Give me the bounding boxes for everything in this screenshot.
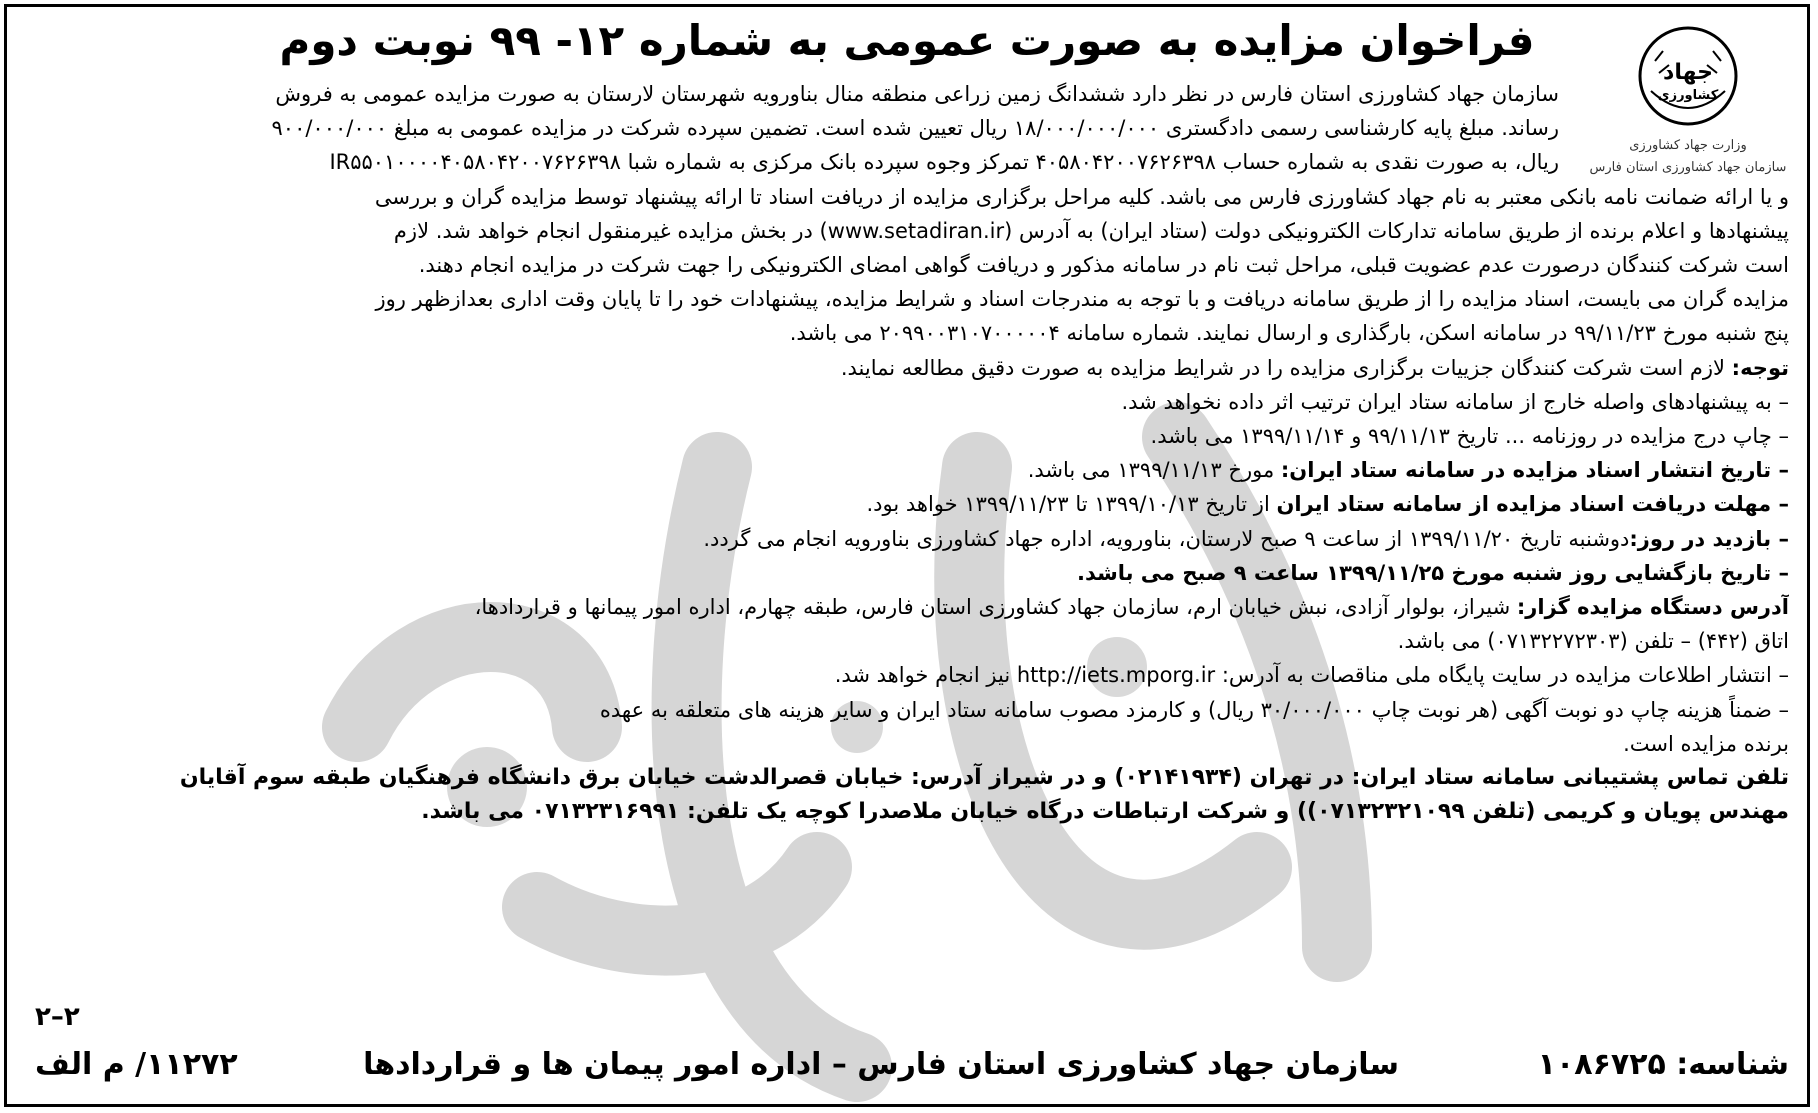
footer-code: ۱۱۲۷۲/ م الف xyxy=(35,1047,238,1082)
intro-line: رساند. مبلغ پایه کارشناسی رسمی دادگستری ۱۸/۰۰۰/۰۰۰/۰۰۰ ریال تعیین شده است. تضمین سپرده شرکت در مزایده عمومی به مبلغ ۹۰۰/۰۰۰/۰۰۰ xyxy=(271,116,1559,141)
list-item-label: – مهلت دریافت اسناد مزایده از سامانه ستاد ایران xyxy=(1276,492,1789,517)
paragraph-line: و یا ارائه ضمانت نامه بانکی معتبر به نام جهاد کشاورزی فارس می باشد. کلیه مراحل برگزاری مزایده از دریافت اسناد تا ارائه پیشنهاد توسط مزایده گران و بررسی xyxy=(374,184,1789,209)
list-item: – ضمناً هزینه چاپ دو نوبت آگهی (هر نوبت چاپ ۳۰/۰۰۰/۰۰۰ ریال) و کارمزد مصوب سامانه ستاد ایران و سایر هزینه های متعلقه به عهده xyxy=(599,697,1789,722)
sequence-number: ۲–۲ xyxy=(35,1002,80,1032)
list-item xyxy=(25,487,1789,521)
list-item-label: – بازدید در روز: xyxy=(1629,526,1789,551)
list-item xyxy=(25,419,1789,453)
paragraph-line: پیشنهادها و اعلام برنده از طریق سامانه تدارکات الکترونیکی دولت (ستاد ایران) به آدرس (www.setadiran.ir) در بخش مزایده غیرمنقول انجام خواهد شد. لازم xyxy=(393,218,1789,243)
address-line-2: اتاق (۴۴۲) – تلفن (۰۷۱۳۲۲۷۲۳۰۳) می باشد. xyxy=(1397,629,1789,654)
list-item xyxy=(25,556,1789,590)
list-item-text: مورخ ۱۳۹۹/۱۱/۱۳ می باشد. xyxy=(1027,458,1281,483)
address-label: آدرس دستگاه مزایده گزار: xyxy=(1516,595,1789,620)
paragraph-line: مزایده گران می بایست، اسناد مزایده را از طریق سامانه دریافت و با توجه به مندرجات اسناد و شرایط مزایده، پیشنهادات خود را تا پایان وقت اداری بعدازظهر روز xyxy=(375,287,1789,312)
paragraph-line: پنج شنبه مورخ ۹۹/۱۱/۲۳ در سامانه اسکن، بارگذاری و ارسال نمایند. شماره سامانه ۲۰۹۹۰۰۳۱۰۷۰۰۰۰۰۴ می باشد. xyxy=(789,321,1789,346)
notice-title: فراخوان مزایده به صورت عمومی به شماره ۱۲- ۹۹ نوبت دوم xyxy=(279,16,1535,65)
notice-body xyxy=(25,77,1789,829)
intro-line: سازمان جهاد کشاورزی استان فارس در نظر دارد ششدانگ زمین زراعی منطقه منال بناورویه شهرستان لارستان به صورت مزایده عمومی به فروش xyxy=(275,82,1559,106)
note-label: توجه: xyxy=(1731,355,1789,380)
footer-id: شناسه: ۱۰۸۶۷۲۵ xyxy=(1537,1047,1789,1082)
logo-caption-1: وزارت جهاد کشاورزی xyxy=(1629,138,1747,153)
list-item-text: – به پیشنهادهای واصله خارج از سامانه ستاد ایران ترتیب اثر داده نخواهد شد. xyxy=(1121,389,1789,414)
list-item-text: دوشنبه تاریخ ۱۳۹۹/۱۱/۲۰ از ساعت ۹ صبح لارستان، بناورویه، اداره جهاد کشاورزی بناورویه انجام می گردد. xyxy=(703,526,1630,551)
list-item-label: – تاریخ انتشار اسناد مزایده در سامانه ستاد ایران: xyxy=(1280,458,1789,483)
contact-line: مهندس پویان و کریمی (تلفن ۰۷۱۳۲۳۲۱۰۹۹)) و شرکت ارتباطات درگاه خیابان ملاصدرا کوچه یک تلفن: ۰۷۱۳۲۳۱۶۹۹۱ می باشد. xyxy=(421,799,1789,825)
footer xyxy=(25,1040,1789,1090)
notice-frame xyxy=(4,4,1810,1107)
logo-caption-2: سازمان جهاد کشاورزی استان فارس xyxy=(1589,160,1787,175)
footer-org: سازمان جهاد کشاورزی استان فارس – اداره امور پیمان ها و قراردادها xyxy=(363,1047,1399,1082)
list-item: برنده مزایده است. xyxy=(1623,731,1789,756)
address-text: شیراز، بولوار آزادی، نبش خیابان ارم، سازمان جهاد کشاورزی استان فارس، طبقه چهارم، اداره امور پیمانها و قراردادها، xyxy=(474,595,1517,620)
note-text: لازم است شرکت کنندگان جزییات برگزاری مزایده را در شرایط مزایده به صورت دقیق مطالعه نمایند. xyxy=(840,355,1732,380)
list-item-text: از تاریخ ۱۳۹۹/۱۰/۱۳ تا ۱۳۹۹/۱۱/۲۳ خواهد بود. xyxy=(866,492,1277,517)
list-item: – انتشار اطلاعات مزایده در سایت پایگاه ملی مناقصات به آدرس: http://iets.mporg.ir نیز انجام خواهد شد. xyxy=(834,663,1789,688)
intro-block xyxy=(25,77,1789,180)
list-item xyxy=(25,453,1789,487)
list-item-label: – تاریخ بازگشایی روز شنبه مورخ ۱۳۹۹/۱۱/۲۵ ساعت ۹ صبح می باشد. xyxy=(1076,560,1789,585)
emblem-label: جهاد xyxy=(1663,60,1713,85)
list-item xyxy=(25,522,1789,556)
address xyxy=(25,590,1789,624)
intro-line: ریال، به صورت نقدی به شماره حساب ۴۰۵۸۰۴۲۰۰۷۶۲۶۳۹۸ تمرکز وجوه سپرده بانک مرکزی به شماره شبا IR۵۵۰۱۰۰۰۰۴۰۵۸۰۴۲۰۰۷۶۲۶۳۹۸ xyxy=(329,150,1559,175)
paragraph-line: است شرکت کنندگان درصورت عدم عضویت قبلی، مراحل ثبت نام در سامانه مذکور و دریافت گواهی امضای الکترونیکی را جهت شرکت در مزایده انجام دهند. xyxy=(418,253,1789,278)
contact-line: تلفن تماس پشتیبانی سامانه ستاد ایران: در تهران (۰۲۱۴۱۹۳۴) و در شیراز آدرس: خیابان قصرالدشت خیابان برق دانشگاه فرهنگیان طبقه سوم آقایان xyxy=(179,765,1789,791)
list-item xyxy=(25,385,1789,419)
list-item-text: – چاپ درج مزایده در روزنامه ... تاریخ ۹۹/۱۱/۱۳ و ۱۳۹۹/۱۱/۱۴ می باشد. xyxy=(1150,424,1789,449)
note xyxy=(25,351,1789,385)
emblem-sublabel: کشاورزی xyxy=(1657,88,1719,103)
